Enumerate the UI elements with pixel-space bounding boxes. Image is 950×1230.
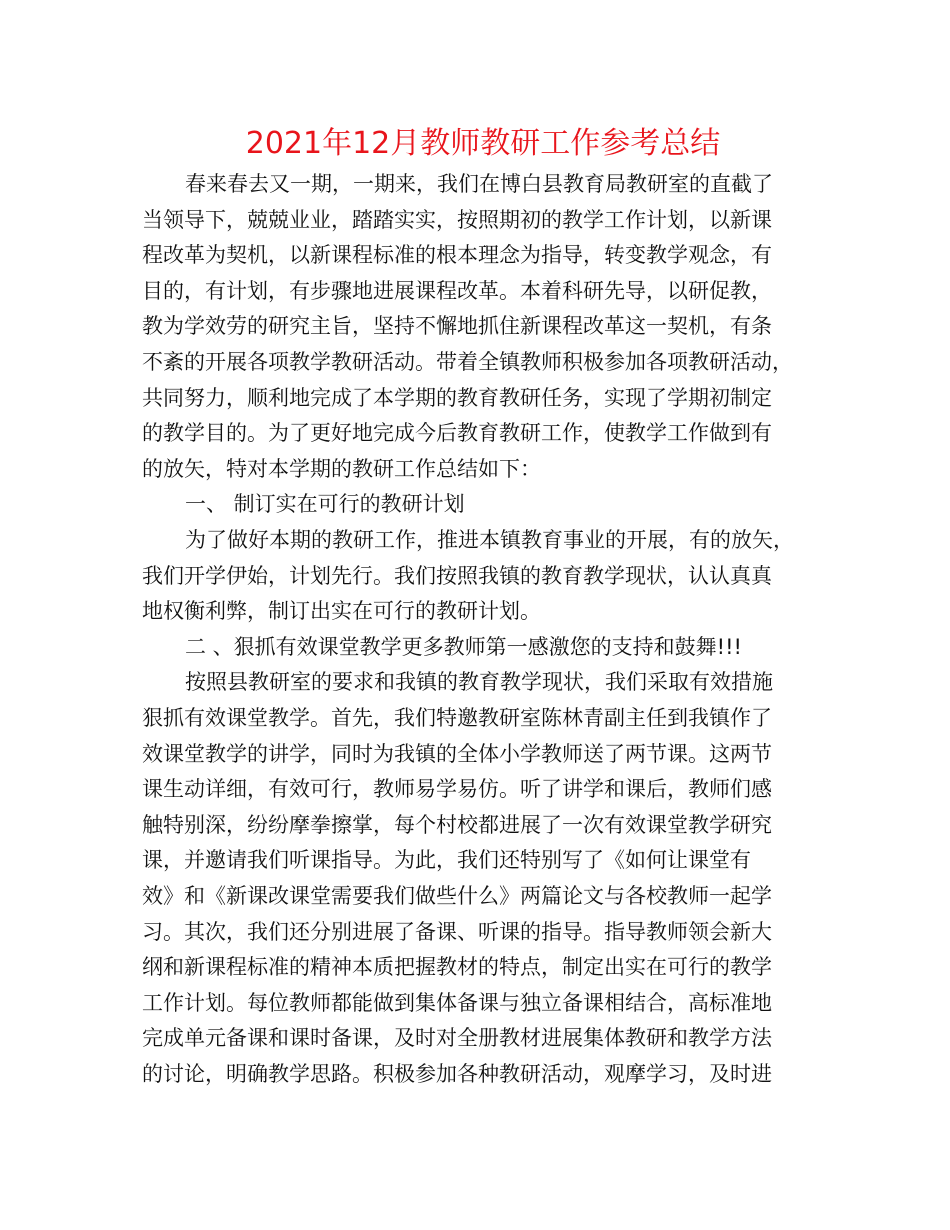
text-line: 的讨论，明确教学思路。积极参加各种教研活动，观摩学习，及时进 <box>142 1062 772 1086</box>
text-line: 不紊的开展各项教学教研活动。带着全镇教师积极参加各项教研活动， <box>142 350 793 374</box>
text-line: 共同努力，顺利地完成了本学期的教育教研任务，实现了学期初制定 <box>142 385 772 410</box>
text-line: 二 、狠抓有效课堂教学更多教师第一感激您的支持和鼓舞!!! <box>185 634 742 659</box>
text-line: 春来春去又一期，一期来，我们在博白县教育局教研室的直截了 <box>185 172 773 196</box>
text-line: 完成单元备课和课时备课，及时对全册教材进展集体教研和教学方法 <box>142 1026 772 1051</box>
text-line: 的教学目的。为了更好地完成今后教育教研工作，使教学工作做到有 <box>142 421 772 446</box>
text-line: 目的，有计划，有步骤地进展课程改革。本着科研先导，以研促教， <box>142 278 772 303</box>
text-line: 当领导下，兢兢业业，踏踏实实，按照期初的教学工作计划，以新课 <box>142 207 772 232</box>
text-line: 地权衡利弊，制订出实在可行的教研计划。 <box>142 599 541 624</box>
text-line: 狠抓有效课堂教学。首先，我们特邀教研室陈林青副主任到我镇作了 <box>142 706 772 730</box>
text-line: 效课堂教学的讲学，同时为我镇的全体小学教师送了两节课。这两节 <box>142 741 772 766</box>
text-line: 课，并邀请我们听课指导。为此，我们还特别写了《如何让课堂有 <box>142 848 751 873</box>
text-line: 我们开学伊始，计划先行。我们按照我镇的教育教学现状，认认真真 <box>142 563 772 588</box>
text-line: 按照县教研室的要求和我镇的教育教学现状，我们采取有效措施 <box>185 670 773 695</box>
text-line: 教为学效劳的研究主旨，坚持不懈地抓住新课程改革这一契机，有条 <box>142 314 772 339</box>
text-line: 程改革为契机，以新课程标准的根本理念为指导，转变教学观念，有 <box>142 243 772 268</box>
text-line: 习。其次，我们还分别进展了备课、听课的指导。指导教师领会新大 <box>142 919 772 944</box>
document-title: 2021年12月教师教研工作参考总结 <box>245 126 721 161</box>
text-line: 工作计划。每位教师都能做到集体备课与独立备课相结合，高标准地 <box>142 990 772 1015</box>
text-line: 一、 制订实在可行的教研计划 <box>185 492 465 517</box>
text-line: 课生动详细，有效可行，教师易学易仿。听了讲学和课后，教师们感 <box>142 777 772 802</box>
text-line: 为了做好本期的教研工作，推进本镇教育事业的开展，有的放矢， <box>185 528 794 552</box>
text-line: 效》和《新课改课堂需要我们做些什么》两篇论文与各校教师一起学 <box>142 884 772 908</box>
text-line: 的放矢，特对本学期的教研工作总结如下： <box>142 456 541 481</box>
text-line: 触特别深，纷纷摩拳擦掌，每个村校都进展了一次有效课堂教学研究 <box>142 812 772 837</box>
text-line: 纲和新课程标准的精神本质把握教材的特点，制定出实在可行的教学 <box>142 955 772 980</box>
